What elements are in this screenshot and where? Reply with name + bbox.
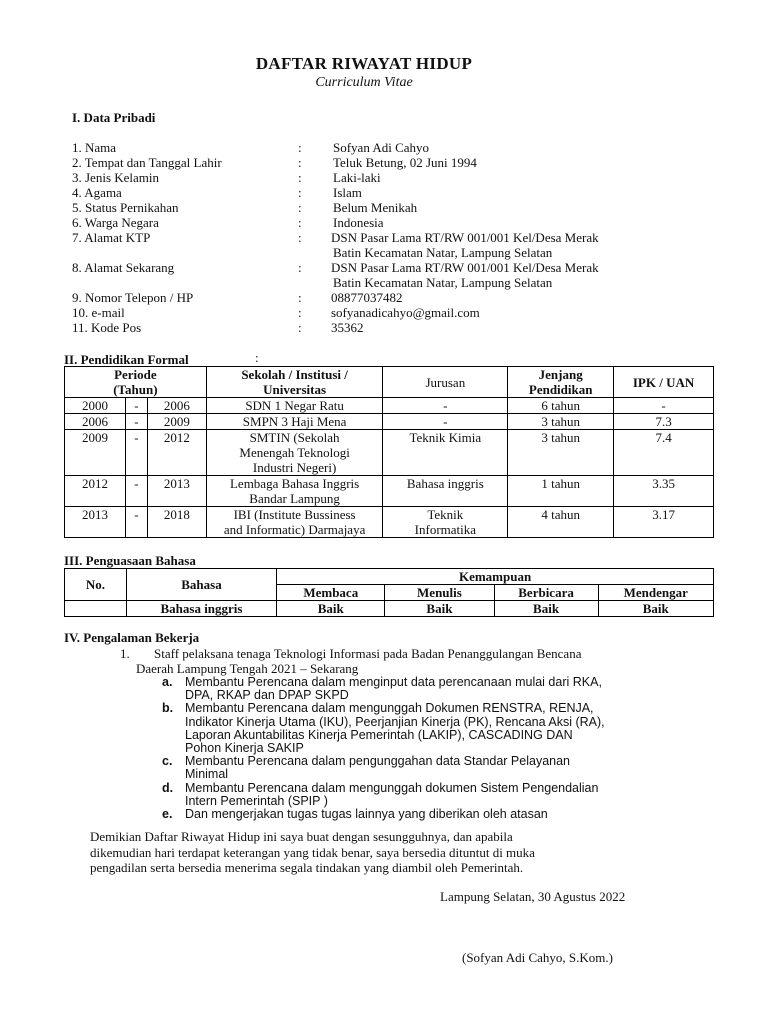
- personal-colon: :: [298, 140, 302, 155]
- duty-marker: e.: [162, 807, 173, 821]
- table-row: [65, 430, 714, 476]
- duty-text: Intern Pemerintah (SPIP ): [185, 793, 328, 808]
- personal-colon: :: [298, 290, 302, 305]
- document-subtitle: Curriculum Vitae: [315, 75, 413, 90]
- duty-text: Minimal: [185, 767, 229, 782]
- personal-label: 8. Alamat Sekarang: [72, 260, 175, 275]
- cell-from: 2000: [65, 398, 126, 414]
- cell-school: SMTIN (Sekolah Menengah Teknologi Industri Negeri): [206, 430, 383, 476]
- section-pendidikan: II. Pendidikan Formal: [64, 352, 189, 367]
- table-row: [65, 507, 714, 538]
- col-periode: Periode (Tahun): [65, 367, 207, 398]
- cell-to: 2013: [147, 476, 206, 507]
- col-menulis: Menulis: [385, 585, 494, 601]
- personal-label: 9. Nomor Telepon / HP: [72, 290, 194, 305]
- personal-value: 35362: [331, 320, 364, 335]
- cell-mendengar: Baik: [598, 601, 713, 617]
- cell-dash: -: [125, 476, 147, 507]
- section-pengalaman: IV. Pengalaman Bekerja: [64, 630, 200, 645]
- duty-text: Membantu Perencana dalam mengunggah dokumen Sistem Pengendalian: [185, 780, 599, 795]
- personal-value-cont: Batin Kecamatan Natar, Lampung Selatan: [333, 275, 553, 290]
- cell-level: 3 tahun: [508, 414, 614, 430]
- cell-ipk: 3.17: [614, 507, 714, 538]
- section-bahasa: III. Penguasaan Bahasa: [64, 553, 196, 568]
- cell-school: SMPN 3 Haji Mena: [206, 414, 383, 430]
- col-kemampuan: Kemampuan: [277, 569, 714, 585]
- cell-from: 2006: [65, 414, 126, 430]
- duty-text: Membantu Perencana dalam mengunggah Dokumen RENSTRA, RENJA,: [185, 701, 594, 716]
- cell-membaca: Baik: [277, 601, 385, 617]
- table-row: [65, 398, 714, 414]
- cell-to: 2009: [147, 414, 206, 430]
- personal-value: 08877037482: [331, 290, 403, 305]
- duty-text: Dan mengerjakan tugas tugas lainnya yang diberikan oleh atasan: [185, 807, 548, 821]
- duty-marker: d.: [162, 780, 174, 795]
- duty-text: Membantu Perencana dalam menginput data perencanaan mulai dari RKA,: [185, 675, 602, 689]
- cell-bahasa: Bahasa inggris: [126, 601, 276, 617]
- closing-line: Demikian Daftar Riwayat Hidup ini saya buat dengan sesungguhnya, dan apabila: [90, 829, 513, 844]
- duty-text: Indikator Kinerja Utama (IKU), Peerjanjian Kinerja (PK), Rencana Aksi (RA),: [185, 714, 605, 729]
- personal-label: 1. Nama: [72, 140, 117, 155]
- personal-value: Laki-laki: [333, 170, 381, 185]
- personal-label: 3. Jenis Kelamin: [72, 170, 160, 185]
- personal-value: Indonesia: [333, 215, 384, 230]
- personal-label: 10. e-mail: [72, 305, 125, 320]
- job-title-line2: Daerah Lampung Tengah 2021 – Sekarang: [136, 661, 359, 676]
- cell-school: SDN 1 Negar Ratu: [206, 398, 383, 414]
- cell-menulis: Baik: [385, 601, 494, 617]
- table-row: [65, 476, 714, 507]
- cell-school: IBI (Institute Bussiness and Informatic) Darmajaya: [206, 507, 383, 538]
- duty-marker: b.: [162, 701, 174, 716]
- cell-major: Teknik Kimia: [383, 430, 508, 476]
- cell-level: 6 tahun: [508, 398, 614, 414]
- section-data-pribadi: I. Data Pribadi: [72, 110, 156, 125]
- signature-name: (Sofyan Adi Cahyo, S.Kom.): [462, 950, 613, 965]
- cell-dash: -: [125, 398, 147, 414]
- col-berbicara: Berbicara: [494, 585, 598, 601]
- col-jurusan: Jurusan: [383, 367, 508, 398]
- personal-label: 4. Agama: [72, 185, 122, 200]
- personal-value: Islam: [333, 185, 362, 200]
- personal-colon: :: [298, 320, 302, 335]
- cell-ipk: 7.4: [614, 430, 714, 476]
- col-ipk: IPK / UAN: [614, 367, 714, 398]
- cell-berbicara: Baik: [494, 601, 598, 617]
- personal-value: Sofyan Adi Cahyo: [333, 140, 430, 155]
- job-title-line1: Staff pelaksana tenaga Teknologi Informasi pada Badan Penanggulangan Bencana: [154, 646, 582, 661]
- cell-to: 2006: [147, 398, 206, 414]
- closing-line: pengadilan serta bersedia menerima segala tindakan yang diambil oleh Pemerintah.: [90, 860, 524, 875]
- personal-value: Teluk Betung, 02 Juni 1994: [333, 155, 477, 170]
- table-row: [65, 601, 714, 617]
- duty-text: Laporan Akuntabilitas Kinerja Pemerintah (LAKIP), CASCADING DAN: [185, 727, 573, 742]
- cell-major: Teknik Informatika: [383, 507, 508, 538]
- cell-school: Lembaga Bahasa Inggris Bandar Lampung: [206, 476, 383, 507]
- cell-dash: -: [125, 414, 147, 430]
- personal-colon: :: [298, 185, 302, 200]
- personal-value-cont: Batin Kecamatan Natar, Lampung Selatan: [333, 245, 553, 260]
- cell-major: Bahasa inggris: [383, 476, 508, 507]
- cell-major: -: [383, 414, 508, 430]
- cell-dash: -: [125, 430, 147, 476]
- cell-level: 1 tahun: [508, 476, 614, 507]
- cell-dash: -: [125, 507, 147, 538]
- closing-line: dikemudian hari terdapat keterangan yang tidak benar, saya bersedia dituntut di muka: [90, 844, 535, 860]
- personal-value: Belum Menikah: [333, 200, 418, 215]
- personal-label: 6. Warga Negara: [72, 215, 159, 230]
- duty-marker: c.: [162, 754, 173, 769]
- personal-colon: :: [298, 260, 302, 275]
- cell-major: -: [383, 398, 508, 414]
- personal-label: 7. Alamat KTP: [72, 230, 151, 245]
- personal-colon: :: [298, 155, 302, 170]
- personal-colon: :: [298, 215, 302, 230]
- language-table: [64, 568, 714, 617]
- duty-text: DPA, RKAP dan DPAP SKPD: [185, 688, 349, 703]
- duty-marker: a.: [162, 675, 173, 689]
- duty-text: Pohon Kinerja SAKIP: [185, 741, 304, 755]
- col-membaca: Membaca: [277, 585, 385, 601]
- personal-colon: :: [298, 305, 302, 320]
- cell-from: 2012: [65, 476, 126, 507]
- cell-ipk: 3.35: [614, 476, 714, 507]
- cell-ipk: 7.3: [614, 414, 714, 430]
- cell-to: 2012: [147, 430, 206, 476]
- table-row: [65, 414, 714, 430]
- cell-level: 3 tahun: [508, 430, 614, 476]
- personal-value: DSN Pasar Lama RT/RW 001/001 Kel/Desa Merak: [331, 230, 599, 245]
- col-no: No.: [65, 569, 127, 601]
- personal-label: 2. Tempat dan Tanggal Lahir: [72, 155, 222, 170]
- personal-label: 5. Status Pernikahan: [72, 200, 179, 215]
- section-pendidikan-colon: :: [255, 350, 259, 365]
- personal-colon: :: [298, 200, 302, 215]
- duty-text: Membantu Perencana dalam pengunggahan data Standar Pelayanan: [185, 754, 571, 769]
- col-jenjang: Jenjang Pendidikan: [508, 367, 614, 398]
- job-number: 1.: [120, 646, 130, 661]
- col-sekolah: Sekolah / Institusi / Universitas: [206, 367, 383, 398]
- cell-level: 4 tahun: [508, 507, 614, 538]
- place-date: Lampung Selatan, 30 Agustus 2022: [440, 889, 626, 904]
- col-bahasa: Bahasa: [126, 569, 276, 601]
- personal-value: DSN Pasar Lama RT/RW 001/001 Kel/Desa Merak: [331, 260, 599, 275]
- education-header-row: [65, 367, 714, 398]
- personal-value: sofyanadicahyo@gmail.com: [331, 305, 480, 320]
- cell-from: 2013: [65, 507, 126, 538]
- education-table: [64, 366, 714, 538]
- personal-label: 11. Kode Pos: [72, 320, 142, 335]
- cell-to: 2018: [147, 507, 206, 538]
- personal-colon: :: [298, 170, 302, 185]
- cell-ipk: -: [614, 398, 714, 414]
- cell-no: [65, 601, 127, 617]
- col-mendengar: Mendengar: [598, 585, 713, 601]
- document-title: DAFTAR RIWAYAT HIDUP: [255, 54, 473, 73]
- personal-colon: :: [298, 230, 302, 245]
- cell-from: 2009: [65, 430, 126, 476]
